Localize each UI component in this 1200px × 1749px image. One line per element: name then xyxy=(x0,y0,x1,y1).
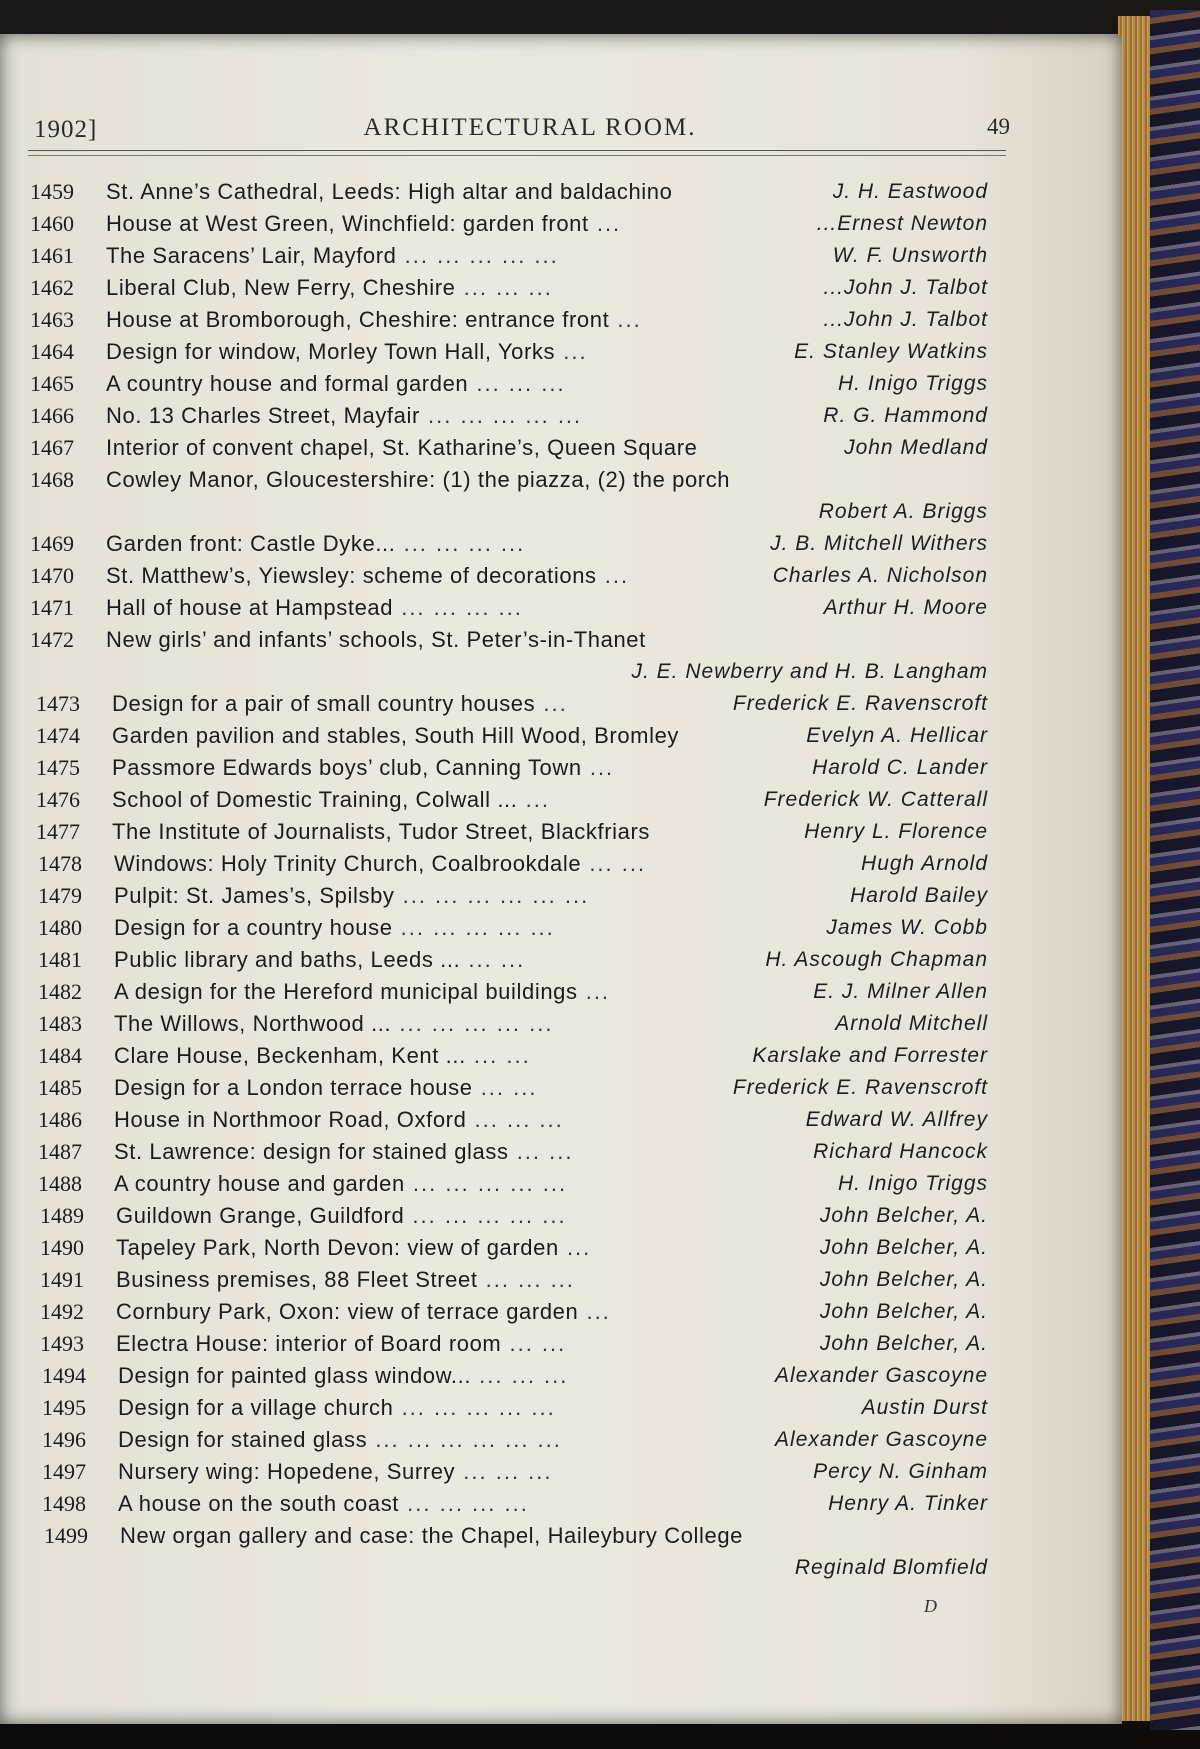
entry-number: 1488 xyxy=(38,1171,82,1196)
entry-title xyxy=(114,1136,573,1168)
catalogue-entry xyxy=(30,1296,1020,1328)
catalogue-entry xyxy=(30,848,1020,880)
entry-title xyxy=(112,816,650,848)
entry-author: John Belcher, A. xyxy=(819,1268,988,1291)
dot-leader: ... ... ... xyxy=(466,1107,564,1132)
entry-author: H. Inigo Triggs xyxy=(838,1172,988,1195)
entry-title-text: Clare House, Beckenham, Kent ... xyxy=(114,1043,466,1068)
entry-number: 1497 xyxy=(42,1459,86,1484)
entry-title-text: Garden front: Castle Dyke... xyxy=(106,531,396,556)
entry-author: W. F. Unsworth xyxy=(832,244,988,267)
catalogue-entry xyxy=(30,1264,1020,1296)
entry-title-text: Design for a pair of small country houses xyxy=(112,691,536,716)
entry-title xyxy=(116,1200,567,1232)
entry-title-text: Windows: Holy Trinity Church, Coalbrookdale xyxy=(114,851,582,876)
entry-title xyxy=(106,368,566,400)
entry-number: 1463 xyxy=(30,307,74,332)
entry-title-text: The Willows, Northwood ... xyxy=(114,1011,392,1036)
entry-number: 1495 xyxy=(42,1395,86,1420)
entry-title xyxy=(114,848,646,880)
entry-title xyxy=(114,1104,564,1136)
catalogue-entry xyxy=(30,1424,1020,1456)
entry-author: Henry A. Tinker xyxy=(828,1492,988,1515)
entry-author: John Belcher, A. xyxy=(819,1204,988,1227)
dot-leader: ... ... xyxy=(508,1139,574,1164)
entry-title-text: Design for window, Morley Town Hall, Yorks xyxy=(106,339,556,364)
running-header xyxy=(30,110,1010,150)
entry-number: 1480 xyxy=(38,915,82,940)
entry-title-text: Liberal Club, New Ferry, Cheshire xyxy=(106,275,456,300)
entry-author: E. J. Milner Allen xyxy=(813,980,988,1003)
dot-leader: ... xyxy=(577,979,611,1004)
entry-title-text: Hall of house at Hampstead xyxy=(106,595,394,620)
entry-number: 1496 xyxy=(42,1427,86,1452)
dot-leader: ... xyxy=(555,339,588,364)
entry-title xyxy=(106,560,629,592)
entry-author: Robert A. Briggs xyxy=(818,500,988,523)
entry-number: 1499 xyxy=(44,1523,88,1548)
catalogue-entry xyxy=(30,880,1020,912)
entry-author: Frederick E. Ravenscroft xyxy=(732,692,988,715)
entry-title xyxy=(106,432,697,464)
entry-title-text: Business premises, 88 Fleet Street xyxy=(116,1267,478,1292)
entry-title xyxy=(118,1360,568,1392)
catalogue-entry xyxy=(30,1520,1020,1584)
catalogue-entry xyxy=(30,1104,1020,1136)
entry-number: 1476 xyxy=(36,787,80,812)
entry-author: J. B. Mitchell Withers xyxy=(770,532,988,555)
entry-author: Charles A. Nicholson xyxy=(772,564,988,587)
dot-leader: ... ... ... xyxy=(477,1267,575,1292)
header-section-title: ARCHITECTURAL ROOM. xyxy=(363,114,697,141)
entry-title xyxy=(106,272,553,304)
header-double-rule xyxy=(28,150,1006,156)
catalogue-entry xyxy=(30,464,1020,528)
entry-number: 1459 xyxy=(30,179,74,204)
entry-number: 1483 xyxy=(38,1011,82,1036)
entry-number: 1489 xyxy=(40,1203,84,1228)
entry-number: 1493 xyxy=(40,1331,84,1356)
entry-title-text: New organ gallery and case: the Chapel, Haileybury College xyxy=(120,1523,744,1548)
entry-title xyxy=(106,528,525,560)
catalogue-entry xyxy=(30,944,1020,976)
entry-title-text: House in Northmoor Road, Oxford xyxy=(114,1107,467,1132)
dot-leader: ... ... ... ... ... ... xyxy=(367,1427,562,1452)
entry-title-text: No. 13 Charles Street, Mayfair xyxy=(106,403,420,428)
entry-number: 1487 xyxy=(38,1139,82,1164)
entry-title-text: St. Matthew’s, Yiewsley: scheme of decorations xyxy=(106,563,597,588)
entry-author: Karslake and Forrester xyxy=(752,1044,988,1067)
dot-leader: ... ... ... ... ... xyxy=(391,1011,554,1036)
entry-title-text: A house on the south coast xyxy=(118,1491,400,1516)
dot-leader: ... xyxy=(535,691,568,716)
entry-author: Edward W. Allfrey xyxy=(805,1108,988,1131)
entry-title-text: Design for a country house xyxy=(114,915,393,940)
catalogue-entry xyxy=(30,240,1020,272)
entry-title-text: Tapeley Park, North Devon: view of garden xyxy=(116,1235,559,1260)
header-year: 1902] xyxy=(34,116,98,143)
dot-leader: ... ... ... xyxy=(471,1363,569,1388)
entry-author: R. G. Hammond xyxy=(823,404,988,427)
dot-leader: ... ... ... ... xyxy=(393,595,523,620)
catalogue-entry xyxy=(30,784,1020,816)
catalogue-entry xyxy=(30,1392,1020,1424)
entry-title-text: Cowley Manor, Gloucestershire: (1) the piazza, (2) the porch xyxy=(106,467,731,492)
dot-leader: ... xyxy=(609,307,642,332)
dot-leader: ... ... xyxy=(460,947,526,972)
entry-title-text: School of Domestic Training, Colwall ... xyxy=(112,787,518,812)
entry-number: 1468 xyxy=(30,467,74,492)
entry-title-text: St. Lawrence: design for stained glass xyxy=(114,1139,509,1164)
entry-author: ...John J. Talbot xyxy=(823,276,988,299)
entry-author: Henry L. Florence xyxy=(804,820,988,843)
entry-title-text: Passmore Edwards boys’ club, Canning Town xyxy=(112,755,582,780)
entry-title xyxy=(116,1264,575,1296)
entry-title xyxy=(118,1392,556,1424)
entry-title xyxy=(118,1424,562,1456)
entry-number: 1473 xyxy=(36,691,80,716)
catalogue-entry xyxy=(30,368,1020,400)
entry-title-text: Design for painted glass window... xyxy=(118,1363,472,1388)
entry-title xyxy=(114,1168,567,1200)
entry-title xyxy=(106,592,523,624)
dot-leader: ... ... xyxy=(501,1331,567,1356)
dot-leader: ... ... ... xyxy=(455,275,553,300)
catalogue-entry xyxy=(30,720,1020,752)
entry-title-text: The Saracens’ Lair, Mayford xyxy=(106,243,397,268)
page-number: 49 xyxy=(987,114,1010,139)
entry-title xyxy=(106,624,646,656)
catalogue-entry xyxy=(30,976,1020,1008)
entry-title xyxy=(106,336,588,368)
catalogue-entry xyxy=(30,1456,1020,1488)
entry-number: 1472 xyxy=(30,627,74,652)
entry-title-text: New girls’ and infants’ schools, St. Peter’s-in-Thanet xyxy=(106,627,646,652)
entry-title-text: House at Bromborough, Cheshire: entrance front xyxy=(106,307,610,332)
entry-number: 1485 xyxy=(38,1075,82,1100)
entry-number: 1470 xyxy=(30,563,74,588)
dot-leader: ... xyxy=(517,787,550,812)
entry-title xyxy=(106,304,642,336)
dot-leader: ... ... ... ... ... xyxy=(393,1395,556,1420)
entry-number: 1491 xyxy=(40,1267,84,1292)
entry-title-text: Cornbury Park, Oxon: view of terrace garden xyxy=(116,1299,579,1324)
entry-number: 1461 xyxy=(30,243,74,268)
entry-title xyxy=(116,1328,566,1360)
entry-author: John Belcher, A. xyxy=(819,1332,988,1355)
catalogue-entry xyxy=(30,208,1020,240)
entry-number: 1462 xyxy=(30,275,74,300)
catalogue-entry xyxy=(30,400,1020,432)
catalogue-entry xyxy=(30,1136,1020,1168)
entry-title-text: Nursery wing: Hopedene, Surrey xyxy=(118,1459,456,1484)
entry-title-text: Electra House: interior of Board room xyxy=(116,1331,502,1356)
dot-leader: ... ... ... ... ... ... xyxy=(394,883,590,908)
entry-title xyxy=(106,176,672,208)
entry-number: 1486 xyxy=(38,1107,82,1132)
dot-leader: ... ... ... ... ... xyxy=(404,1203,567,1228)
entry-author: Arthur H. Moore xyxy=(823,596,988,619)
catalogue-entry xyxy=(30,1488,1020,1520)
catalogue-entry xyxy=(30,1168,1020,1200)
entry-number: 1490 xyxy=(40,1235,84,1260)
dot-leader: ... xyxy=(558,1235,592,1260)
dot-leader: ... ... xyxy=(472,1075,538,1100)
entry-author: H. Ascough Chapman xyxy=(765,948,988,971)
entry-author: Richard Hancock xyxy=(813,1140,988,1163)
entry-title xyxy=(118,1488,529,1520)
entry-number: 1475 xyxy=(36,755,80,780)
entry-author: Harold C. Lander xyxy=(812,756,988,779)
catalogue-entry xyxy=(30,912,1020,944)
entry-author: Frederick E. Ravenscroft xyxy=(732,1076,988,1099)
entry-number: 1479 xyxy=(38,883,82,908)
catalogue-entry xyxy=(30,1360,1020,1392)
entry-title xyxy=(106,208,621,240)
entry-number: 1481 xyxy=(38,947,82,972)
dot-leader: ... ... ... ... xyxy=(399,1491,529,1516)
catalogue-entry xyxy=(30,432,1020,464)
entry-number: 1471 xyxy=(30,595,74,620)
catalogue-entry xyxy=(30,592,1020,624)
entry-title xyxy=(112,688,568,720)
entry-number: 1464 xyxy=(30,339,74,364)
entry-title-text: Interior of convent chapel, St. Katharine’s, Queen Square xyxy=(106,435,698,460)
entry-number: 1474 xyxy=(36,723,80,748)
dot-leader: ... ... ... xyxy=(468,371,566,396)
entry-author: Alexander Gascoyne xyxy=(775,1364,988,1387)
entry-title xyxy=(106,240,559,272)
entry-number: 1494 xyxy=(42,1363,86,1388)
catalogue-entry xyxy=(30,816,1020,848)
catalogue-entry xyxy=(30,560,1020,592)
entry-author: John Medland xyxy=(844,436,988,459)
entry-author: H. Inigo Triggs xyxy=(838,372,988,395)
catalogue-entry xyxy=(30,688,1020,720)
entry-title xyxy=(114,944,525,976)
entry-number: 1498 xyxy=(42,1491,86,1516)
catalogue-entry xyxy=(30,1328,1020,1360)
entry-author: James W. Cobb xyxy=(826,916,988,939)
dot-leader: ... ... ... ... xyxy=(395,531,526,556)
entry-author: John Belcher, A. xyxy=(819,1300,988,1323)
catalogue-entry xyxy=(30,1072,1020,1104)
entry-title xyxy=(114,1008,554,1040)
catalogue-entry xyxy=(30,176,1020,208)
gilt-page-edge xyxy=(1118,16,1154,1721)
entry-title-text: A country house and formal garden xyxy=(106,371,469,396)
entry-author: Harold Bailey xyxy=(850,884,988,907)
entry-author: Alexander Gascoyne xyxy=(775,1428,988,1451)
entry-number: 1482 xyxy=(38,979,82,1004)
signature-mark: D xyxy=(924,1596,937,1616)
entry-title xyxy=(114,880,589,912)
dot-leader: ... xyxy=(578,1299,611,1324)
entry-number: 1484 xyxy=(38,1043,82,1068)
entry-title xyxy=(114,1040,531,1072)
catalogue-entry xyxy=(30,752,1020,784)
entry-title-text: Design for a village church xyxy=(118,1395,394,1420)
entry-title xyxy=(116,1232,591,1264)
entry-author: ...Ernest Newton xyxy=(816,212,988,235)
entry-title xyxy=(114,1072,537,1104)
dot-leader: ... xyxy=(588,211,622,236)
entry-number: 1460 xyxy=(30,211,74,236)
entry-title-text: Design for a London terrace house xyxy=(114,1075,473,1100)
entry-title-text: A design for the Hereford municipal buildings xyxy=(114,979,578,1004)
entry-author: Hugh Arnold xyxy=(861,852,988,875)
entry-author: ...John J. Talbot xyxy=(823,308,988,331)
entry-title-text: St. Anne’s Cathedral, Leeds: High altar and baldachino xyxy=(106,179,673,204)
dot-leader: ... ... ... ... ... xyxy=(396,243,559,268)
catalogue-entry xyxy=(30,1008,1020,1040)
dot-leader: ... ... ... ... ... xyxy=(392,915,555,940)
entry-title-text: The Institute of Journalists, Tudor Street, Blackfriars xyxy=(112,819,650,844)
entry-author: Frederick W. Catterall xyxy=(763,788,988,811)
entry-title xyxy=(120,1520,743,1552)
entry-title-text: Design for stained glass xyxy=(118,1427,368,1452)
entry-author: Arnold Mitchell xyxy=(835,1012,988,1035)
dot-leader: ... xyxy=(581,755,615,780)
catalogue-entry xyxy=(30,1200,1020,1232)
entry-title-text: Guildown Grange, Guildford xyxy=(116,1203,405,1228)
entry-title xyxy=(106,464,730,496)
entry-number: 1469 xyxy=(30,531,74,556)
catalogue-entry xyxy=(30,272,1020,304)
entry-title-text: A country house and garden xyxy=(114,1171,405,1196)
dot-leader: ... ... ... xyxy=(455,1459,553,1484)
entry-title xyxy=(114,976,610,1008)
catalogue-list xyxy=(30,176,1020,1584)
marbled-book-edge xyxy=(1150,10,1200,1730)
catalogue-entry xyxy=(30,624,1020,688)
entry-title-text: Pulpit: St. James’s, Spilsby xyxy=(114,883,395,908)
dot-leader: ... ... ... ... ... xyxy=(404,1171,568,1196)
dot-leader: ... ... xyxy=(581,851,647,876)
entry-title-text: House at West Green, Winchfield: garden front xyxy=(106,211,589,236)
entry-author: Reginald Blomfield xyxy=(794,1556,988,1579)
entry-author: Evelyn A. Hellicar xyxy=(806,724,988,747)
catalogue-entry xyxy=(30,336,1020,368)
entry-author: J. H. Eastwood xyxy=(832,180,988,203)
entry-title-text: Public library and baths, Leeds ... xyxy=(114,947,461,972)
dot-leader: ... xyxy=(596,563,630,588)
catalogue-entry xyxy=(30,304,1020,336)
entry-title xyxy=(112,784,550,816)
entry-number: 1466 xyxy=(30,403,74,428)
catalogue-entry xyxy=(30,1040,1020,1072)
entry-number: 1478 xyxy=(38,851,82,876)
catalogue-entry xyxy=(30,528,1020,560)
entry-title xyxy=(114,912,555,944)
entry-number: 1467 xyxy=(30,435,74,460)
entry-title xyxy=(106,400,582,432)
entry-author: Austin Durst xyxy=(861,1396,988,1419)
entry-number: 1477 xyxy=(36,819,80,844)
dot-leader: ... ... ... ... ... xyxy=(419,403,583,428)
dot-leader: ... ... xyxy=(465,1043,531,1068)
entry-author: Percy N. Ginham xyxy=(813,1460,988,1483)
entry-number: 1492 xyxy=(40,1299,84,1324)
entry-title xyxy=(112,752,614,784)
entry-title xyxy=(118,1456,553,1488)
entry-title xyxy=(116,1296,611,1328)
catalogue-entry xyxy=(30,1232,1020,1264)
entry-title-text: Garden pavilion and stables, South Hill Wood, Bromley xyxy=(112,723,680,748)
entry-author: John Belcher, A. xyxy=(819,1236,988,1259)
entry-number: 1465 xyxy=(30,371,74,396)
entry-author: J. E. Newberry and H. B. Langham xyxy=(631,660,988,683)
entry-author: E. Stanley Watkins xyxy=(794,340,988,363)
entry-title xyxy=(112,720,679,752)
